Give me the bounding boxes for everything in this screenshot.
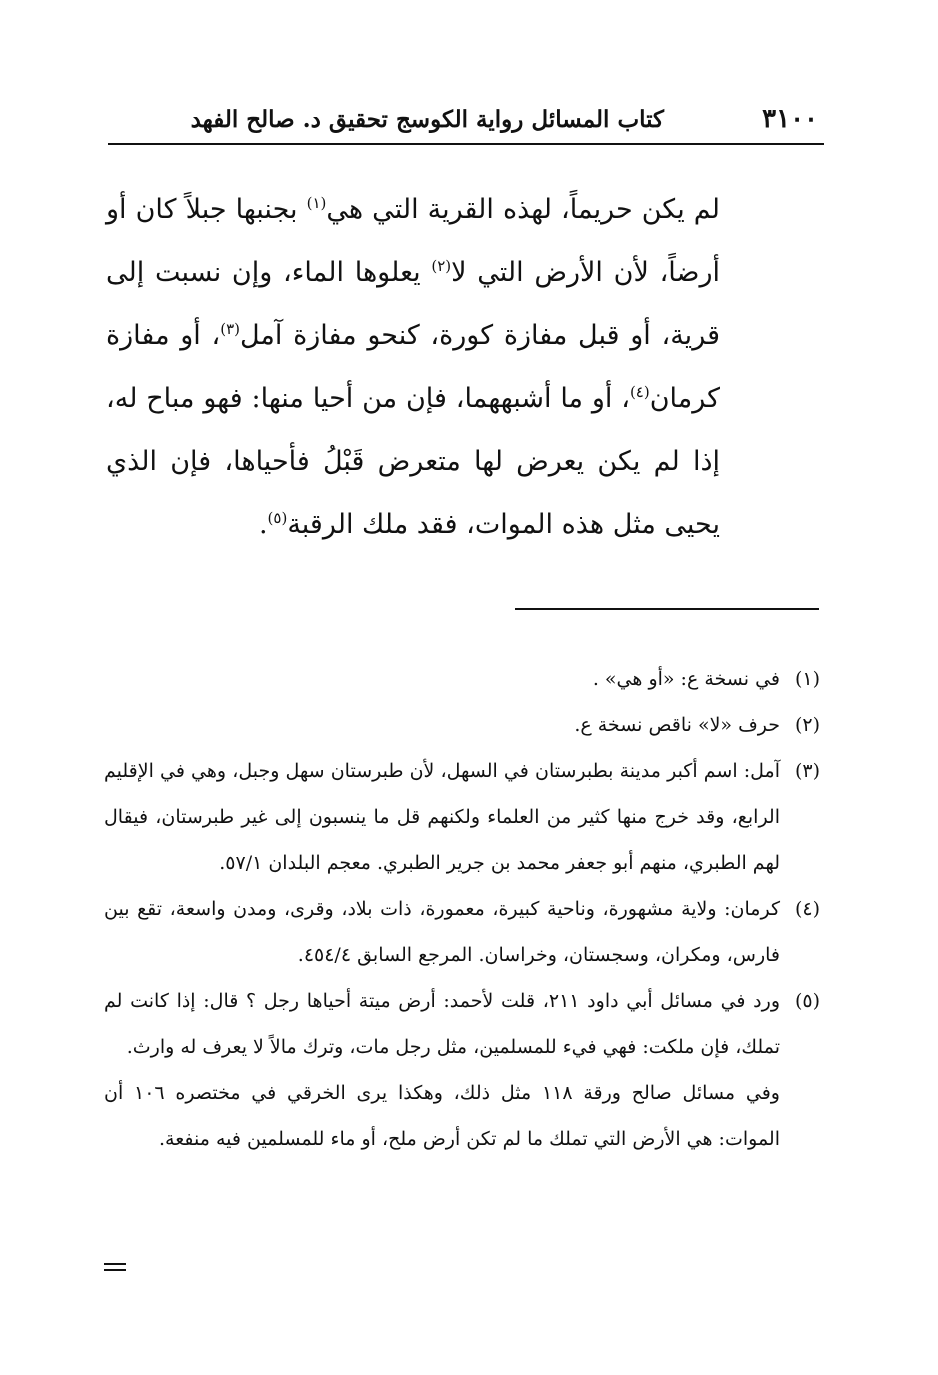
footnote-number: (٥) bbox=[794, 990, 820, 1012]
main-text bbox=[106, 178, 720, 556]
footnote bbox=[104, 748, 820, 886]
footnote-ref-1: (١) bbox=[306, 194, 327, 212]
footnote-ref-3: (٣) bbox=[220, 320, 240, 338]
main-text-segment: ، أو ما أشبههما، فإن من أحيا منها: فهو مباح له، إذا لم يكن يعرض لها متعرض قَبْلُ فأحياها، فإن الذي يحيى مثل هذه الموات، فقد ملك الرقبة bbox=[106, 383, 720, 540]
footnote-text: آمل: اسم أكبر مدينة بطبرستان في السهل، لأن طبرستان سهل وجبل، وهي في الإقليم الرابع، وقد خرج منها كثير من العلماء ولكنهم قل ما ينسبون إلى غير طبرستان، فيقال لهم الطبري، منهم أبو جعفر محمد بن جرير الطبري. معجم البلدان ٥٧/١. bbox=[104, 760, 780, 874]
main-text-segment: . bbox=[258, 509, 268, 540]
footnote bbox=[104, 886, 820, 978]
continuation-mark-line bbox=[104, 1269, 126, 1271]
page-header bbox=[108, 98, 824, 142]
footnote-number: (٤) bbox=[794, 898, 820, 920]
continuation-mark-line bbox=[104, 1263, 126, 1265]
footnotes bbox=[104, 656, 820, 1162]
footnote-ref-4: (٤) bbox=[629, 383, 650, 401]
main-paragraph bbox=[106, 178, 720, 556]
footnote bbox=[104, 978, 820, 1070]
page-number: ٣١٠٠ bbox=[762, 104, 818, 134]
main-text-segment: يعلوها الماء، وإن نسبت إلى قرية، أو قبل مفازة كورة، كنحو مفازة آمل bbox=[106, 257, 721, 351]
footnote-number: (١) bbox=[794, 668, 820, 690]
footnote-text: ورد في مسائل أبي داود ٢١١، قلت لأحمد: أرض ميتة أحياها رجل ؟ قال: إذا كانت لم تملك، فإن ملكت: فهي فيء للمسلمين، مثل رجل مات، وترك مالاً لا يعرف له وارث. bbox=[104, 990, 780, 1058]
main-text-segment: ، أو مفازة كرمان bbox=[106, 320, 720, 414]
continuation-mark bbox=[104, 1263, 126, 1271]
footnote bbox=[104, 702, 820, 748]
footnote-separator bbox=[515, 608, 819, 610]
footnote-ref-5: (٥) bbox=[267, 509, 288, 527]
main-text-segment: بجنبها جبلاً كان أو أرضاً، لأن الأرض التي لا bbox=[106, 194, 721, 288]
footnote-continuation: وفي مسائل صالح ورقة ١١٨ مثل ذلك، وهكذا يرى الخرقي في مختصره ١٠٦ أن الموات: هي الأرض التي تملك ما لم تكن أرض ملح، أو ماء للمسلمين فيه منفعة. bbox=[104, 1082, 780, 1150]
main-text-segment: لم يكن حريماً، لهذه القرية التي هي bbox=[326, 194, 720, 225]
footnote-number: (٢) bbox=[794, 714, 820, 736]
footnote-text: كرمان: ولاية مشهورة، وناحية كبيرة، معمورة، ذات بلاد، وقرى، ومدن واسعة، تقع بين فارس، ومكران، وسجستان، وخراسان. المرجع السابق ٤٥٤/٤. bbox=[104, 898, 780, 966]
footnote-ref-2: (٢) bbox=[431, 257, 452, 275]
footnote-number: (٣) bbox=[794, 760, 820, 782]
footnote bbox=[104, 656, 820, 702]
footnote-text: في نسخة ع: «أو هي» . bbox=[592, 668, 780, 690]
running-title: كتاب المسائل رواية الكوسج تحقيق د. صالح الفهد bbox=[190, 106, 664, 133]
header-rule bbox=[108, 143, 824, 145]
footnote-text: حرف «لا» ناقص نسخة ع. bbox=[574, 714, 780, 736]
